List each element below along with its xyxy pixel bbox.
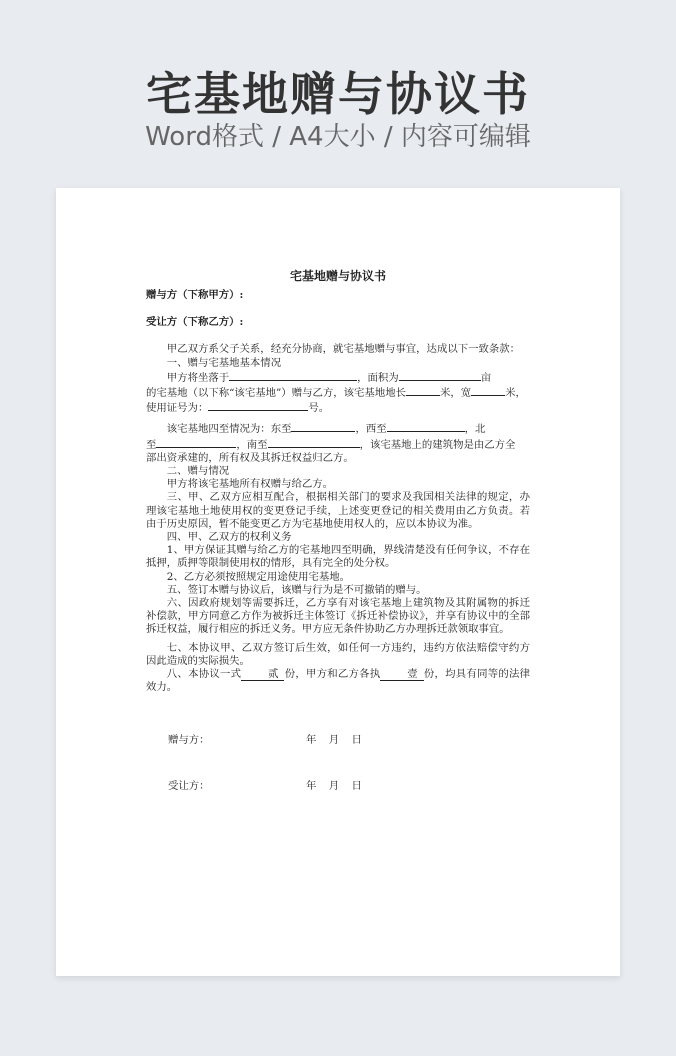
donor-signature-label: 赠与方： [168, 734, 210, 747]
donor-line: 赠与方（下称甲方）: [146, 289, 244, 301]
boundaries-line-3: 部出资承建的，所有权及其拆迁权益归乙方。 [146, 451, 354, 464]
section-8: 八、本协议一式 贰 份，甲方和乙方各执 壹 份，均具有同等的法律效力。 [146, 668, 531, 694]
section-4-item-1: 1、甲方保证其赠与给乙方的宅基地四至明确，界线清楚没有任何争议，不存在抵押，质押等限制使用权的情形，具有完全的处分权。 [146, 544, 530, 570]
section-6: 六、因政府规划等需要拆迁，乙方享有对该宅基地上建筑物及其附属物的拆迁补偿款，甲方同意乙方作为被拆迁主体签订《拆迁补偿协议》，并享有协议中的全部拆迁权益，履行相应的拆迁义务。甲方应无条件协助乙方办理拆迁款领取事宜。 [146, 597, 530, 636]
section-4-item-2: 2、乙方必须按照规定用途使用宅基地。 [166, 570, 351, 583]
dimensions-line: 的宅基地（以下称“该宅基地”）赠与乙方，该宅基地地长 米，宽 米， [146, 387, 526, 400]
donor-date: 年 月 日 [306, 734, 363, 747]
intro-paragraph: 甲乙双方系父子关系，经充分协商，就宅基地赠与事宜，达成以下一致条款： [166, 343, 521, 356]
copies-count: 贰 [241, 669, 284, 681]
banner-title: 宅基地赠与协议书 [146, 67, 530, 121]
section-4-heading: 四、甲、乙双方的权利义务 [166, 531, 292, 544]
recipient-signature-label: 受让方： [168, 780, 210, 793]
recipient-line: 受让方（下称乙方）: [146, 316, 244, 329]
copies-each: 壹 [380, 669, 423, 681]
document-body [146, 268, 530, 794]
section-5: 五、签订本赠与协议后，该赠与行为是不可撤销的赠与。 [166, 583, 427, 596]
section-7: 七、本协议甲、乙双方签订后生效，如任何一方违约，违约方依法赔偿守约方因此造成的实际损失。 [146, 641, 530, 667]
section-3: 三、甲、乙双方应相互配合，根据相关部门的要求及我国相关法律的规定，办理该宅基地土地使用权的变更登记手续，上述变更登记的相关费用由乙方负责。若由于历史原因，暂不能变更乙方为宅基地使用权人的，应以本协议为准。 [146, 491, 530, 530]
boundaries-line-1: 该宅基地四至情况为：东至 ，西至 ，北 [166, 423, 486, 436]
section-2-heading: 二、赠与情况 [166, 465, 230, 478]
recipient-date: 年 月 日 [306, 780, 363, 793]
location-line: 甲方将坐落于 ，面积为 亩 [166, 371, 492, 384]
document-title: 宅基地赠与协议书 [289, 269, 386, 283]
document-page [56, 188, 620, 976]
donor-signature-row [146, 734, 530, 748]
section-1-heading: 一、赠与宅基地基本情况 [166, 356, 282, 369]
section-2-body: 甲方将该宅基地所有权赠与给乙方。 [166, 478, 334, 491]
recipient-signature-row [146, 780, 530, 794]
banner-subtitle: Word格式 / A4大小 / 内容可编辑 [145, 122, 531, 152]
certificate-line: 使用证号为： 号。 [146, 402, 330, 415]
boundaries-line-2: 至 ，南至 ，该宅基地上的建筑物是由乙方全 [146, 438, 516, 451]
